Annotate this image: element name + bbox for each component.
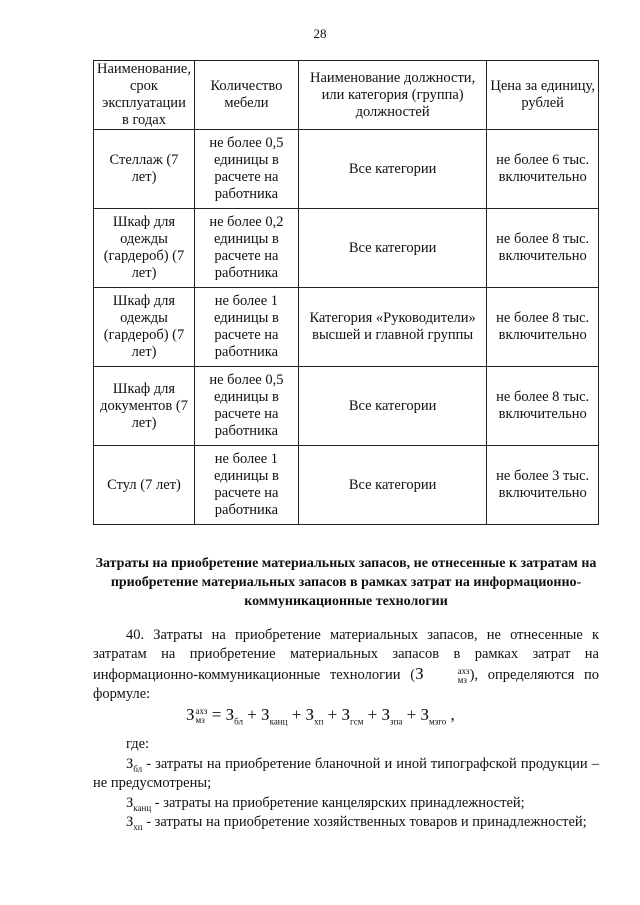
header-unit-price: Цена за единицу, рублей xyxy=(487,61,599,130)
lhs-sub: мз xyxy=(195,715,205,726)
symbol-sup: ахз xyxy=(457,665,470,676)
formula-lhs-indices xyxy=(196,707,208,725)
table-row xyxy=(94,446,599,525)
formula-term-sub: зпа xyxy=(390,716,403,727)
cell-item: Шкаф для одежды (гардероб) (7 лет) xyxy=(94,288,195,367)
formula-term: З xyxy=(381,705,391,724)
cell-price: не более 6 тыс. включительно xyxy=(487,130,599,209)
definition-symbol: З xyxy=(126,795,134,811)
cell-item: Стеллаж (7 лет) xyxy=(94,130,195,209)
formula-plus: + xyxy=(327,705,338,724)
cell-quantity: не более 0,5 единицы в расчете на работника xyxy=(194,130,298,209)
formula-plus: + xyxy=(367,705,378,724)
cell-price: не более 8 тыс. включительно xyxy=(487,367,599,446)
formula-equals: = xyxy=(211,705,222,724)
definition-symbol-sub: хп xyxy=(133,821,143,832)
formula xyxy=(186,704,486,726)
cell-quantity: не более 0,2 единицы в расчете на работника xyxy=(194,209,298,288)
definition-text: - затраты на приобретение хозяйственных товаров и принадлежностей; xyxy=(142,814,587,830)
cell-price: не более 3 тыс. включительно xyxy=(487,446,599,525)
cell-category: Категория «Руководители» высшей и главной группы xyxy=(298,288,486,367)
cell-item: Шкаф для одежды (гардероб) (7 лет) xyxy=(94,209,195,288)
formula-term-sub: бл xyxy=(234,716,243,727)
formula-symbol: З xyxy=(415,664,424,683)
cell-category: Все категории xyxy=(298,367,486,446)
symbol-sub: мз xyxy=(457,674,467,685)
formula-plus: + xyxy=(406,705,417,724)
formula-term: З xyxy=(341,705,351,724)
furniture-norms-table xyxy=(93,60,599,525)
definition-symbol: З xyxy=(126,756,134,772)
definition-symbol-sub: канц xyxy=(133,802,152,813)
formula-end: , xyxy=(450,705,455,724)
formula-term-sub: гсм xyxy=(350,716,364,727)
definition-symbol: З xyxy=(126,814,134,830)
cell-quantity: не более 0,5 единицы в расчете на работника xyxy=(194,367,298,446)
formula-term: З xyxy=(305,705,315,724)
table-row xyxy=(94,209,599,288)
table-header-row xyxy=(94,61,599,130)
lhs-sup: ахз xyxy=(195,706,208,717)
definition-text: - затраты на приобретение канцелярских принадлежностей; xyxy=(151,795,525,811)
cell-quantity: не более 1 единицы в расчете на работника xyxy=(194,446,298,525)
cell-quantity: не более 1 единицы в расчете на работника xyxy=(194,288,298,367)
definition-hp xyxy=(93,813,599,832)
cell-item: Стул (7 лет) xyxy=(94,446,195,525)
table-row xyxy=(94,367,599,446)
definition-kanc xyxy=(93,794,599,813)
formula-term: З xyxy=(225,705,235,724)
paragraph-40 xyxy=(93,626,599,704)
paragraph-40-text: 40. Затраты на приобретение материальных запасов, не отнесенные к затратам на приобретение материальных запасов в рамках затрат на информационно-коммуникационные технологии ( xyxy=(93,627,599,683)
definition-text: - затраты на приобретение бланочной и иной типографской продукции – не предусмотрены; xyxy=(93,756,599,791)
cell-price: не более 8 тыс. включительно xyxy=(487,209,599,288)
cell-category: Все категории xyxy=(298,209,486,288)
formula-term-sub: мзго xyxy=(429,716,447,727)
cell-item: Шкаф для документов (7 лет) xyxy=(94,367,195,446)
table-row xyxy=(94,288,599,367)
formula-term: З xyxy=(261,705,270,724)
formula-term-sub: хп xyxy=(314,716,324,727)
header-quantity: Количество мебели xyxy=(194,61,298,130)
paragraph-40-text-end: ), определяются по формуле: xyxy=(93,667,599,702)
formula-term: З xyxy=(420,705,430,724)
formula-plus: + xyxy=(291,705,302,724)
section-title: Затраты на приобретение материальных запасов, не отнесенные к затратам на приобретение материальных запасов в рамках затрат на информационно-коммуникационные технологии xyxy=(95,556,597,609)
definition-bl xyxy=(93,755,599,793)
page-number: 28 xyxy=(313,26,327,41)
formula-term-sub: канц xyxy=(269,716,288,727)
where-label: где: xyxy=(126,736,150,752)
header-position-category: Наименование должности, или категория (группа) должностей xyxy=(298,61,486,130)
formula-symbol-indices xyxy=(425,667,470,685)
definition-symbol-sub: бл xyxy=(133,763,143,774)
header-name-term: Наименование, срок эксплуатации в годах xyxy=(94,61,195,130)
formula-plus: + xyxy=(247,705,257,724)
cell-category: Все категории xyxy=(298,130,486,209)
cell-price: не более 8 тыс. включительно xyxy=(487,288,599,367)
formula-lhs: З xyxy=(186,705,195,724)
cell-category: Все категории xyxy=(298,446,486,525)
table-row xyxy=(94,130,599,209)
